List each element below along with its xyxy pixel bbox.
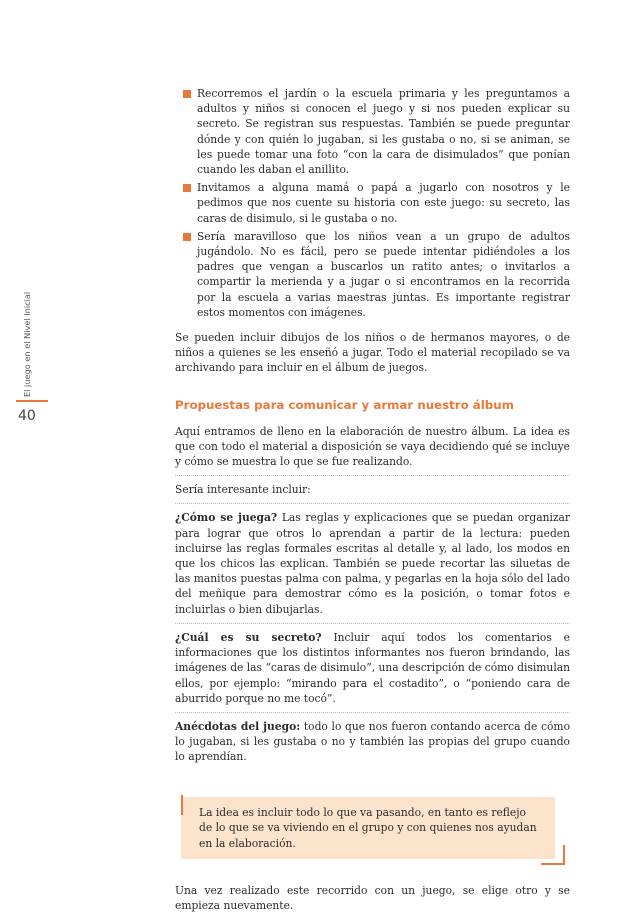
item-lead: ¿Cuál es su secreto? — [175, 630, 322, 644]
include-paragraph: Sería interesante incluir: — [175, 475, 570, 497]
section-heading: Propuestas para comunicar y armar nuestro álbum — [175, 397, 514, 412]
square-bullet-icon — [183, 233, 191, 241]
callout-text: La idea es incluir todo lo que va pasando, en tanto es reflejo de lo que se va viviendo en el grupo y con quienes nos ayudan en la elaboración. — [199, 805, 537, 850]
callout-corner-top-left — [181, 795, 183, 815]
page-number: 40 — [18, 408, 36, 424]
square-bullet-icon — [183, 90, 191, 98]
side-rule — [16, 400, 48, 402]
list-item — [197, 86, 570, 177]
item-anecdotes — [175, 712, 570, 765]
bullet-text: Recorremos el jardín o la escuela primaria y les preguntamos a adultos y niños si conocen el juego y si nos pueden explicar su secreto. Se registran sus respuestas. También se puede preguntar dónde y con quién lo jugaban, si les gustaba o no, si se animan, se les puede tomar una foto “con la cara de disimulados” que ponían cuando les daban el anillito. — [197, 87, 570, 177]
callout-corner-bottom-right-h — [541, 863, 565, 865]
intro-paragraph: Se pueden incluir dibujos de los niños o de hermanos mayores, o de niños a quienes se les enseñó a jugar. Todo el material recopilado se va archivando para incluir en el álbum de juegos. — [175, 331, 570, 375]
square-bullet-icon — [183, 184, 191, 192]
item-how-to-play — [175, 503, 570, 616]
bullet-text: Sería maravilloso que los niños vean a un grupo de adultos jugándolo. No es fácil, pero se puede intentar pidiéndoles a los padres que vengan a buscarlos un ratito antes; o invitarlos a compartir la merienda y a jugar o si encontramos en la recorrida por la escuela a varias maestras juntas. Es importante registrar estos momentos con imágenes. — [197, 229, 570, 319]
album-paragraph: Aquí entramos de lleno en la elaboración de nuestro álbum. La idea es que con todo el material a disposición se vaya decidiendo qué se incluye y cómo se muestra lo que se fue realizando. — [175, 424, 570, 469]
bullet-text: Invitamos a alguna mamá o papá a jugarlo con nosotros y le pedimos que nos cuente su historia con este juego: su secreto, las caras de disimulo, si le gustaba o no. — [197, 181, 570, 225]
item-text: Incluir aquí todos los comentarios e informaciones que los distintos informantes nos fueron brindando, las imágenes de las “caras de disimulo”, una descripción de cómo disimulan ellos, por ejemplo: “mirando para el costadito”, o “poniendo cara de aburrido porque no me tocó”. — [175, 630, 570, 705]
item-text: Las reglas y explicaciones que se puedan organizar para lograr que otros lo aprendan a partir de la lectura: pueden incluirse las reglas formales escritas al detalle y, al lado, los modos en que los chicos las explican. También se puede recortar las siluetas de las manitos puestas palma con palma, y pegarlas en la hoja sólo del lado del meñique para demostrar cómo es la posición, o tomar fotos e incluirlas o bien dibujarlas. — [175, 511, 570, 616]
bullet-list — [197, 86, 570, 320]
callout-box — [181, 797, 565, 860]
item-secret — [175, 623, 570, 706]
item-text: todo lo que nos fueron contando acerca de cómo lo jugaban, si les gustaba o no y también las propias del grupo cuando lo aprendían. — [175, 719, 570, 764]
final-paragraph: Una vez realizado este recorrido con un juego, se elige otro y se empieza nuevamente. — [175, 884, 570, 913]
list-item — [197, 229, 570, 320]
running-title: El juego en el Nivel Inicial — [22, 291, 32, 397]
callout-body — [181, 797, 555, 860]
main-content — [175, 86, 570, 913]
item-lead: ¿Cómo se juega? — [175, 511, 278, 525]
list-item — [197, 180, 570, 226]
callout-corner-bottom-right — [563, 845, 565, 865]
item-lead: Anécdotas del juego: — [175, 719, 301, 733]
